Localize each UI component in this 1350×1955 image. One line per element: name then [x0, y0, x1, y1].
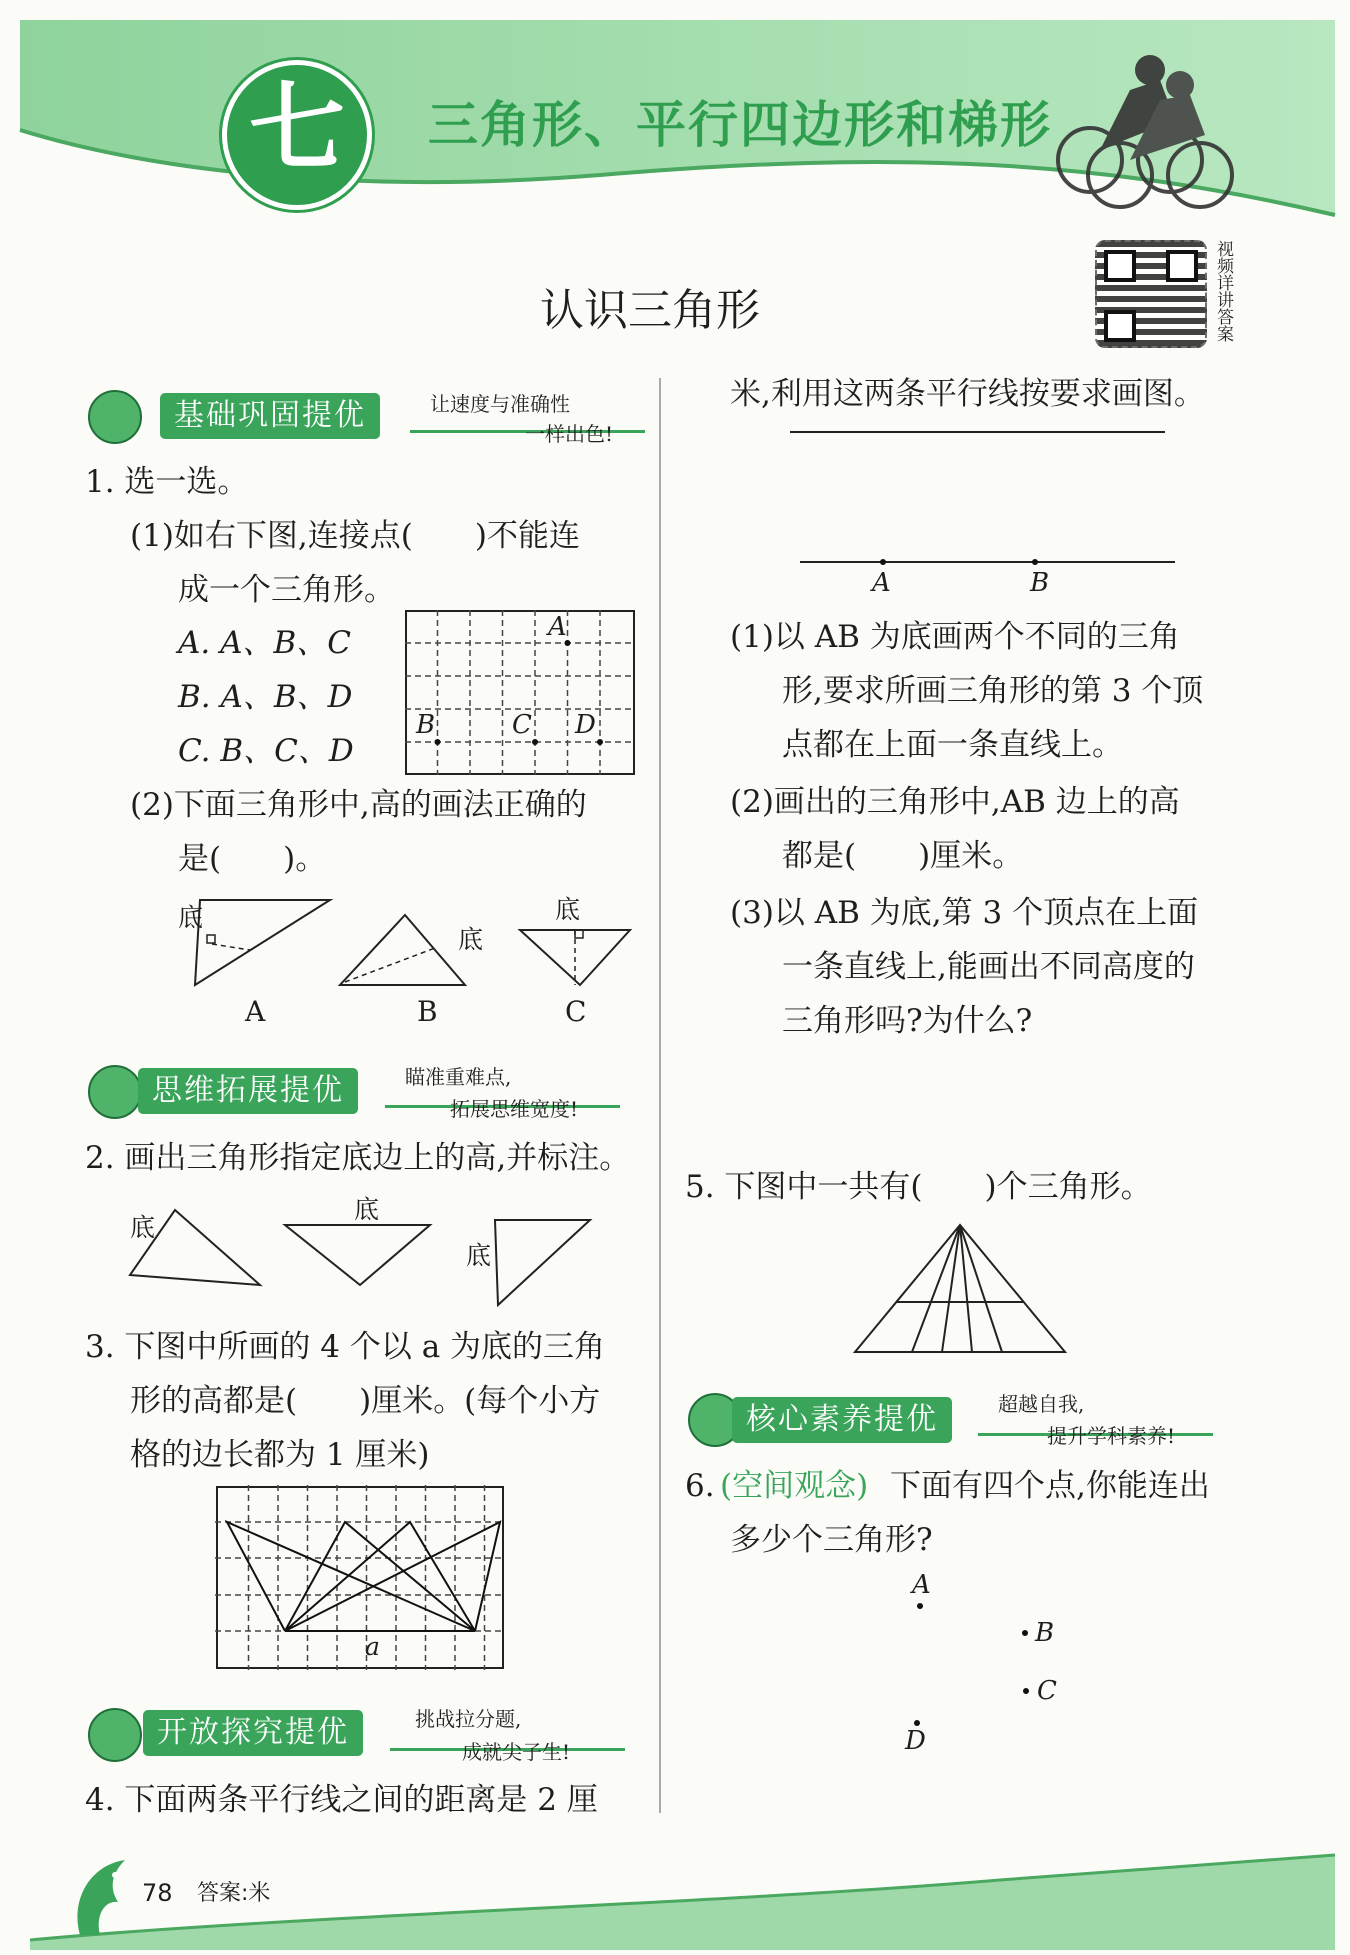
tri-b-caption: B	[417, 995, 438, 1028]
q3-line2: 形的高都是( )厘米。(每个小方	[130, 1383, 601, 1419]
q6-point-d: D	[905, 1726, 926, 1756]
section-open-note2: 成就尖子生!	[462, 1740, 571, 1764]
q6-number: 6.	[685, 1468, 715, 1504]
section-core-note1: 超越自我,	[998, 1392, 1085, 1416]
q4-part1-line2: 形,要求所画三角形的第 3 个顶	[782, 673, 1204, 709]
grid-label-c: C	[512, 710, 532, 740]
dolphin-icon	[77, 1860, 125, 1935]
section-thinking-note2: 拓展思维宽度!	[450, 1097, 579, 1121]
q2-base-label-1: 底	[130, 1213, 156, 1242]
qr-caption: 视频详讲答案	[1213, 240, 1233, 342]
qr-finder-1	[1104, 250, 1136, 282]
q4-part2-line2: 都是( )厘米。	[782, 838, 1024, 874]
q1-part2-line1: (2)下面三角形中,高的画法正确的	[130, 787, 587, 823]
q4-point-b: B	[1030, 568, 1050, 598]
q3-base-label: a	[365, 1632, 380, 1661]
section-open-title: 开放探究提优	[143, 1710, 363, 1756]
grid-label-b: B	[416, 710, 436, 740]
q4-parallel-lines	[785, 415, 1185, 575]
q5-triangle-figure	[850, 1220, 1070, 1355]
q4-part3-line3: 三角形吗?为什么?	[782, 1003, 1033, 1039]
q1-option-a: A. A、B、C	[178, 625, 351, 661]
q2-base-label-2: 底	[354, 1195, 380, 1224]
q1-head: 1. 选一选。	[85, 464, 249, 500]
grid-label-d: D	[575, 710, 596, 740]
q4-part1-line1: (1)以 AB 为底画两个不同的三角	[730, 619, 1180, 655]
q3-line3: 格的边长都为 1 厘米)	[130, 1437, 430, 1473]
chapter-number: 七	[249, 72, 345, 184]
q4-part3-line2: 一条直线上,能画出不同高度的	[782, 949, 1195, 985]
q1-part1-line1: (1)如右下图,连接点( )不能连	[130, 518, 580, 554]
section-basic-note2: 一样出色!	[525, 422, 614, 446]
q6-point-b: B	[1035, 1618, 1055, 1648]
q6-line1-rest: 下面有四个点,你能连出	[890, 1468, 1210, 1504]
section-core-title: 核心素养提优	[732, 1397, 952, 1443]
grid-label-a: A	[548, 612, 567, 642]
section-basic-title: 基础巩固提优	[160, 393, 380, 439]
skateboard-mascot-icon	[88, 390, 142, 444]
tri-a-base-label: 底	[178, 903, 204, 932]
answer-label: 答案:米	[197, 1881, 271, 1906]
lesson-title: 认识三角形	[540, 285, 760, 336]
section-open-note1: 挑战拉分题,	[415, 1707, 522, 1731]
q1-option-b: B. A、B、D	[178, 679, 353, 715]
q3-grid-figure	[215, 1485, 505, 1670]
q5-text: 5. 下图中一共有( )个三角形。	[685, 1169, 1152, 1205]
open-mascot-icon	[88, 1708, 142, 1762]
page-number: 78	[142, 1879, 173, 1907]
q6-tag: (空间观念)	[720, 1468, 869, 1504]
q6-point-a: A	[912, 1570, 931, 1600]
q4-part2-line1: (2)画出的三角形中,AB 边上的高	[730, 784, 1180, 820]
section-core-note2: 提升学科素养!	[1047, 1424, 1176, 1448]
q6-point-c: C	[1037, 1676, 1057, 1706]
tri-a-caption: A	[245, 995, 266, 1028]
q6-line2: 多少个三角形?	[730, 1522, 933, 1558]
tri-b-base-label: 底	[458, 925, 484, 954]
q4-part1-line3: 点都在上面一条直线上。	[782, 727, 1123, 763]
column-divider	[659, 378, 661, 1813]
qr-finder-2	[1166, 250, 1198, 282]
q2-text: 2. 画出三角形指定底边上的高,并标注。	[85, 1140, 631, 1176]
q4-line1: 4. 下面两条平行线之间的距离是 2 厘	[85, 1782, 598, 1818]
qr-finder-3	[1104, 310, 1136, 342]
q1-part2-line2: 是( )。	[178, 841, 327, 877]
q2-base-label-3: 底	[466, 1241, 492, 1270]
q1-option-c: C. B、C、D	[178, 733, 354, 769]
thinking-mascot-icon	[88, 1065, 142, 1119]
q1-part1-line2: 成一个三角形。	[178, 572, 395, 608]
q4-point-a: A	[872, 568, 891, 598]
q1-grid-figure	[405, 610, 635, 775]
q4-part3-line1: (3)以 AB 为底,第 3 个顶点在上面	[730, 895, 1199, 931]
tri-c-base-label: 底	[555, 895, 581, 924]
section-thinking-note1: 瞄准重难点,	[405, 1065, 512, 1089]
section-thinking-title: 思维拓展提优	[138, 1068, 358, 1114]
q6-points-figure	[900, 1590, 1050, 1740]
q3-line1: 3. 下图中所画的 4 个以 a 为底的三角	[85, 1329, 606, 1365]
section-basic-note1: 让速度与准确性	[430, 392, 570, 416]
chapter-title: 三角形、平行四边形和梯形	[428, 96, 1052, 154]
tri-c-caption: C	[565, 995, 587, 1028]
q4-line2: 米,利用这两条平行线按要求画图。	[730, 376, 1205, 412]
